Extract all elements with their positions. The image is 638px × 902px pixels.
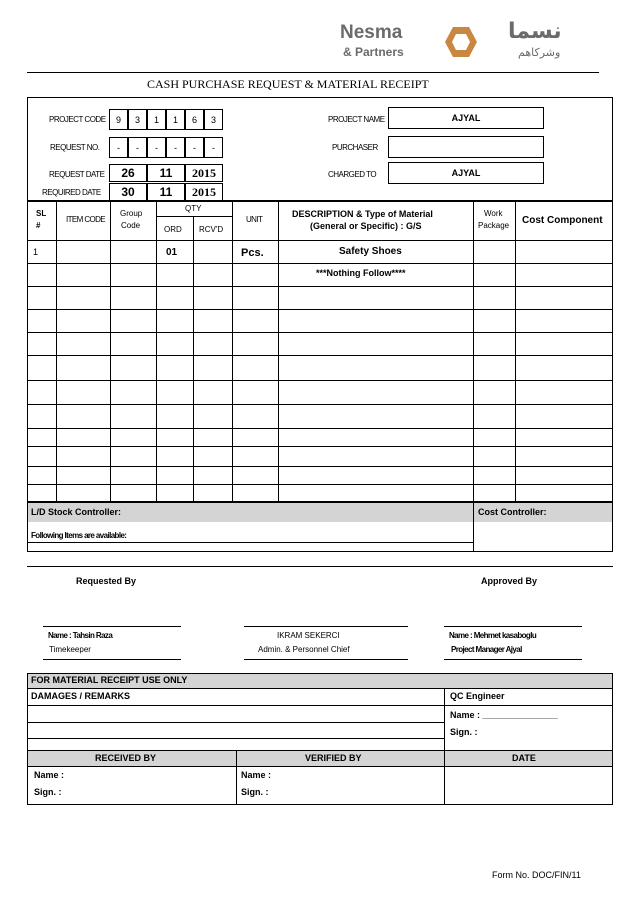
project-code-digit[interactable]: 3	[204, 109, 223, 130]
col-header-rcvd: RCV'D	[199, 225, 224, 234]
title-rule	[27, 72, 599, 73]
approver-name: Name : Mehmet kasaboglu	[449, 631, 537, 640]
col-header-sl-hash: #	[36, 221, 41, 230]
request-no-digit[interactable]: -	[128, 137, 147, 158]
charged-to-label: CHARGED TO	[328, 170, 377, 179]
col-header-description-2: (General or Specific) : G/S	[310, 221, 422, 231]
project-code-digit[interactable]: 1	[166, 109, 185, 130]
requested-by-label: Requested By	[76, 576, 137, 586]
received-name-field[interactable]: Name :	[34, 770, 65, 780]
col-header-work-package-2: Package	[478, 221, 510, 230]
requester-name: Name : Tahsin Raza	[48, 631, 113, 640]
required-date-month[interactable]: 11	[147, 183, 185, 201]
row-description: Safety Shoes	[339, 246, 402, 257]
request-no-digit[interactable]: -	[185, 137, 204, 158]
purchaser-label: PURCHASER	[332, 143, 378, 152]
project-code-digit[interactable]: 3	[128, 109, 147, 130]
qc-name-line[interactable]: Name : _______________	[450, 710, 558, 720]
request-no-digit[interactable]: -	[166, 137, 185, 158]
col-header-item-code: ITEM CODE	[66, 215, 106, 224]
middle-signatory-name: IKRAM SEKERCI	[277, 631, 340, 640]
verified-by-label: VERIFIED BY	[305, 753, 362, 763]
form-title: CASH PURCHASE REQUEST & MATERIAL RECEIPT	[147, 77, 429, 91]
row-description: ***Nothing Follow****	[316, 268, 406, 278]
received-by-label: RECEIVED BY	[95, 753, 157, 763]
request-no-digit[interactable]: -	[147, 137, 166, 158]
middle-signatory-title: Admin. & Personnel Chief	[258, 645, 350, 654]
receipt-section-title: FOR MATERIAL RECEIPT USE ONLY	[31, 675, 188, 685]
logo-sub-ar: وشركاهم	[518, 46, 561, 59]
project-code-digit[interactable]: 1	[147, 109, 166, 130]
items-table	[27, 201, 613, 502]
qc-sign-line[interactable]: Sign. :	[450, 727, 478, 737]
charged-to-field[interactable]: AJYAL	[388, 162, 544, 184]
qc-engineer-label: QC Engineer	[450, 691, 505, 701]
logo-sub-en: & Partners	[343, 45, 404, 59]
following-items-label: Following Items are available:	[31, 531, 127, 540]
company-logo	[340, 18, 610, 66]
request-date-day[interactable]: 26	[109, 164, 147, 182]
col-header-work-package: Work	[484, 209, 503, 218]
form-number: Form No. DOC/FIN/11	[492, 870, 581, 880]
required-date-label: REQUIRED DATE	[42, 188, 101, 197]
request-date-month[interactable]: 11	[147, 164, 185, 182]
row-unit: Pcs.	[241, 247, 264, 259]
request-no-digit[interactable]: -	[109, 137, 128, 158]
col-header-qty: QTY	[185, 204, 202, 213]
row-ord: 01	[166, 247, 178, 258]
project-name-label: PROJECT NAME	[328, 115, 385, 124]
project-code-digit[interactable]: 6	[185, 109, 204, 130]
col-header-group-code-2: Code	[121, 221, 141, 230]
col-header-unit: UNIT	[246, 215, 263, 224]
damages-remarks-label: DAMAGES / REMARKS	[31, 691, 131, 701]
logo-name-ar: نسما	[508, 19, 562, 44]
col-header-description: DESCRIPTION & Type of Material	[292, 209, 433, 219]
date-label: DATE	[512, 753, 536, 763]
received-sign-field[interactable]: Sign. :	[34, 787, 62, 797]
project-name-field[interactable]: AJYAL	[388, 107, 544, 129]
cost-controller-label: Cost Controller:	[478, 507, 547, 517]
request-no-label: REQUEST NO.	[50, 143, 100, 152]
col-header-ord: ORD	[164, 225, 182, 234]
approver-title: Project Manager Ajyal	[451, 645, 522, 654]
purchaser-field[interactable]	[388, 136, 544, 158]
approved-by-label: Approved By	[481, 576, 538, 586]
row-sl: 1	[33, 247, 39, 257]
col-header-group-code: Group	[120, 209, 143, 218]
project-code-label: PROJECT CODE	[49, 115, 106, 124]
ld-stock-controller-label: L/D Stock Controller:	[31, 507, 122, 517]
requester-title: Timekeeper	[49, 645, 91, 654]
verified-sign-field[interactable]: Sign. :	[241, 787, 269, 797]
required-date-year[interactable]: 2015	[185, 183, 223, 201]
table-header-bottom	[27, 240, 613, 241]
required-date-day[interactable]: 30	[109, 183, 147, 201]
col-header-sl: SL	[36, 209, 47, 218]
request-date-year[interactable]: 2015	[185, 164, 223, 182]
request-no-digit[interactable]: -	[204, 137, 223, 158]
col-header-cost-component: Cost Component	[522, 215, 603, 226]
request-date-label: REQUEST DATE	[49, 170, 105, 179]
logo-name-en: Nesma	[340, 22, 403, 43]
project-code-digit[interactable]: 9	[109, 109, 128, 130]
verified-name-field[interactable]: Name :	[241, 770, 272, 780]
hexagon-logo-icon	[444, 25, 478, 59]
